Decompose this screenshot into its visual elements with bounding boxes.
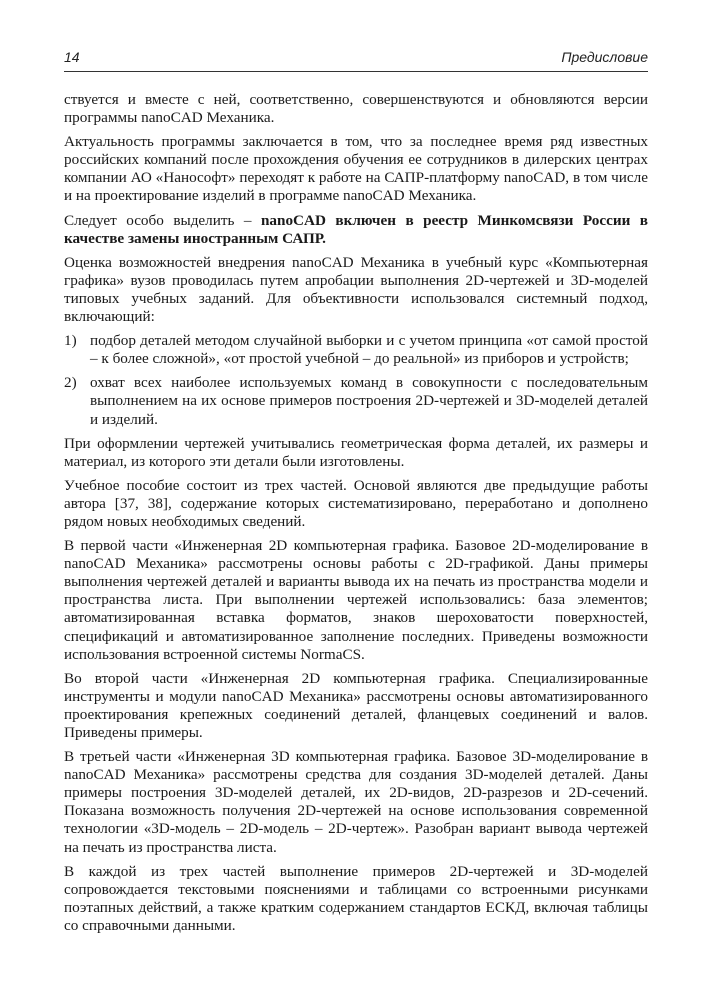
list-item-1 [64,332,648,368]
book-page [64,0,648,1000]
paragraph-5: При оформлении чертежей учитывались геометрическая форма деталей, их размеры и материал, из которого эти детали были изготовлены. [64,434,648,470]
paragraph-9: В третьей части «Инженерная 3D компьютерная графика. Базовое 3D-моделирование в nanoCAD Механика» рассмотрены средства для создания 3D-моделей деталей. Даны примеры построения 3D-моделей деталей, их 2D-видов, 2D-разрезов и 2D-сечений. Показана возможность получения 2D-чертежей на основе использования современной технологии «3D-модель – 2D-модель – 2D-чертеж». Разобран вариант вывода чертежей на печать из пространства листа. [64,748,648,856]
paragraph-3-emphasis: nanoCAD включен в реестр Минкомсвязи России в качестве замены иностранным САПР [64,211,648,247]
list-text: охват всех наиболее используемых команд в совокупности с последовательным выполнением на их основе примеров построения 2D-чертежей и 3D-моделей деталей и изделий. [90,374,648,428]
page-number: 14 [64,49,80,65]
paragraph-1: ствуется и вместе с ней, соответственно, совершенствуются и обновляются версии программы nanoCAD Механика. [64,91,648,127]
list-number: 1) [64,332,77,350]
paragraph-6: Учебное пособие состоит из трех частей. Основой являются две предыдущие работы автора [37, 38], содержание которых систематизировано, переработано и дополнено рядом новых необходимых сведений. [64,476,648,530]
running-head [64,49,648,65]
paragraph-2: Актуальность программы заключается в том, что за последнее время ряд известных российских компаний после прохождения обучения ее сотрудников в дилерских центрах компании АО «Нанософт» переходят к работе на САПР-платформу nanoCAD, в том числе и на проектирование изделий в программе nanoCAD Механика. [64,133,648,205]
list-number: 2) [64,374,77,392]
list-item-2 [64,374,648,428]
paragraph-7: В первой части «Инженерная 2D компьютерная графика. Базовое 2D-моделирование в nanoCAD Механика» рассмотрены основы работы с 2D-графикой. Даны примеры выполнения чертежей деталей и варианты вывода их на печать из пространства модели и пространства листа. При выполнении чертежей использовались: база элементов; автоматизированная вставка форматов, знаков шероховатости поверхностей, спецификаций и автоматизированное заполнение последних. Приведены возможности использования встроенной системы NormaCS. [64,537,648,663]
section-title: Предисловие [561,49,648,65]
paragraph-10: В каждой из трех частей выполнение примеров 2D-чертежей и 3D-моделей сопровождается текстовыми пояснениями и таблицами со встроенными рисунками поэтапных действий, а также кратким содержанием стандартов ЕСКД, включая таблицы со справочными данными. [64,862,648,934]
paragraph-3-end: . [322,229,326,247]
paragraph-4: Оценка возможностей внедрения nanoCAD Механика в учебный курс «Компьютерная графика» вузов проводилась путем апробации выполнения 2D-чертежей и 3D-моделей типовых учебных заданий. Для объективности использовался системный подход, включающий: [64,253,648,326]
header-rule [64,71,648,72]
body-text [64,91,648,941]
paragraph-8: Во второй части «Инженерная 2D компьютерная графика. Специализированные инструменты и модули nanoCAD Механика» рассмотрены основы автоматизированного проектирования крепежных соединений деталей, фланцевых соединений и валов. Приведены примеры. [64,669,648,741]
paragraph-3-lead: Следует особо выделить – [64,211,261,229]
list-text: подбор деталей методом случайной выборки и с учетом принципа «от самой простой – к более сложной», «от простой учебной – до реальной» из приборов и устройств; [90,332,648,368]
paragraph-3 [64,212,648,248]
